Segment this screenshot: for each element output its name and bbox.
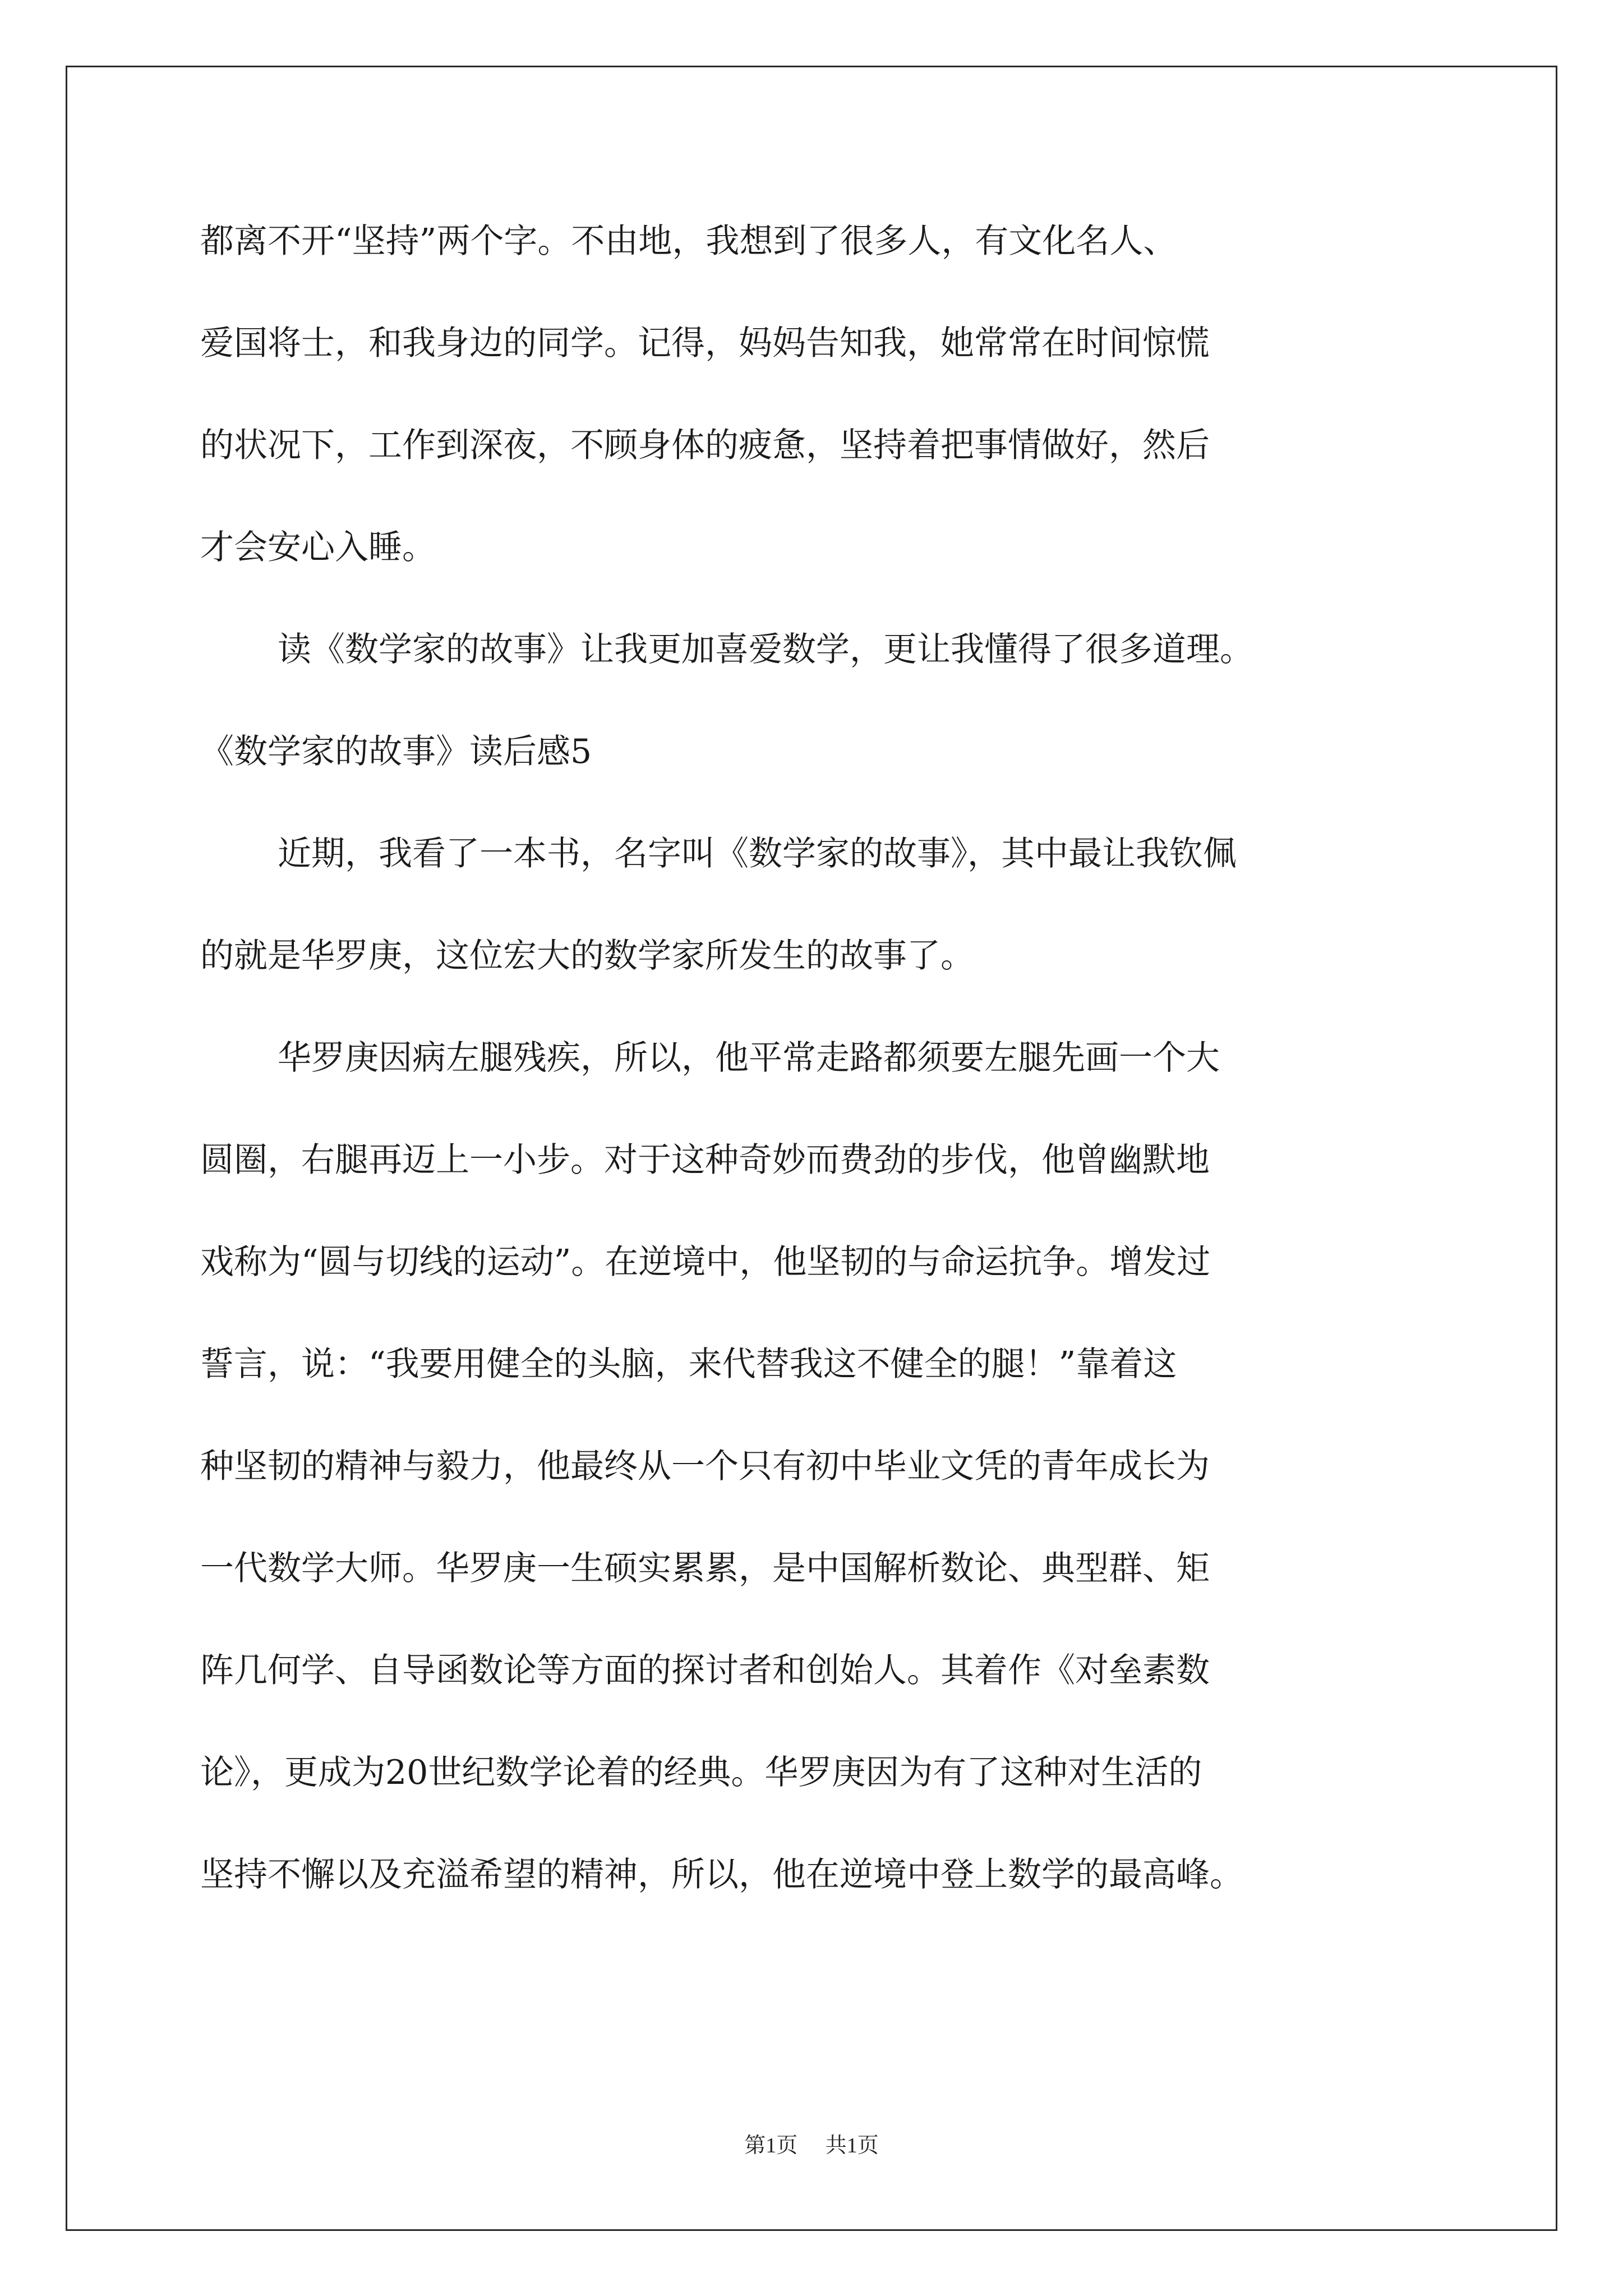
page-footer xyxy=(0,2132,1623,2160)
text-line: 都离不开“坚持”两个字。不由地，我想到了很多人，有文化名人、 xyxy=(200,222,1177,261)
text-line: 才会安心入睡。 xyxy=(200,528,436,567)
text-line: 《数学家的故事》读后感5 xyxy=(200,732,592,771)
text-line: 阵几何学、自导函数论等方面的探讨者和创始人。其着作《对垒素数 xyxy=(200,1651,1210,1690)
page-total: 共1页 xyxy=(825,2134,879,2157)
text-line: 华罗庚因病左腿残疾，所以，他平常走路都须要左腿先画一个大 xyxy=(278,1038,1220,1078)
text-line: 的就是华罗庚，这位宏大的数学家所发生的故事了。 xyxy=(200,936,974,976)
document-body xyxy=(200,208,1434,1943)
text-line: 读《数学家的故事》让我更加喜爱数学，更让我懂得了很多道理。 xyxy=(278,630,1253,669)
text-line: 论》，更成为20世纪数学论着的经典。华罗庚因为有了这种对生活的 xyxy=(200,1753,1202,1792)
text-line: 的状况下，工作到深夜，不顾身体的疲惫，坚持着把事情做好，然后 xyxy=(200,426,1210,465)
page-number: 第1页 xyxy=(744,2134,798,2157)
text-line: 圆圈，右腿再迈上一小步。对于这种奇妙而费劲的步伐，他曾幽默地 xyxy=(200,1140,1210,1180)
text-line: 一代数学大师。华罗庚一生硕实累累，是中国解析数论、典型群、矩 xyxy=(200,1549,1210,1588)
text-line: 戏称为“圆与切线的运动”。在逆境中，他坚韧的与命运抗争。增发过 xyxy=(200,1243,1211,1282)
text-line: 爱国将士，和我身边的同学。记得，妈妈告知我，她常常在时间惊慌 xyxy=(200,324,1210,363)
text-line: 近期，我看了一本书，名字叫《数学家的故事》，其中最让我钦佩 xyxy=(278,834,1237,873)
text-line: 坚持不懈以及充溢希望的精神，所以，他在逆境中登上数学的最高峰。 xyxy=(200,1855,1243,1894)
text-line: 誓言，说：“我要用健全的头脑，来代替我这不健全的腿！”靠着这 xyxy=(200,1345,1177,1384)
text-line: 种坚韧的精神与毅力，他最终从一个只有初中毕业文凭的青年成长为 xyxy=(200,1447,1210,1486)
